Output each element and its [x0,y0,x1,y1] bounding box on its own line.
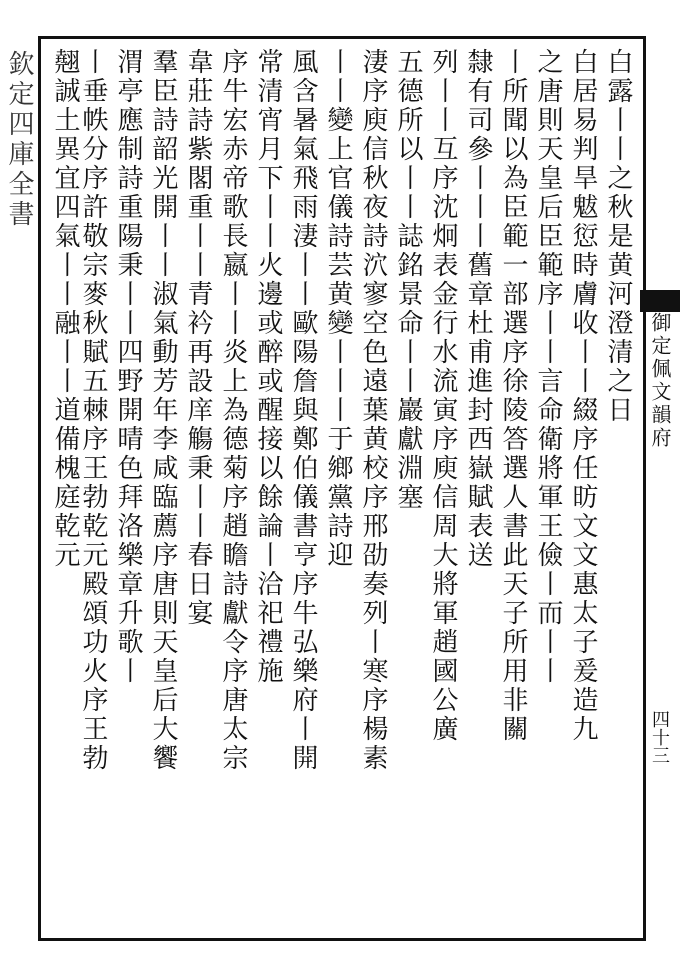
margin-title: 御定佩文韻府 [648,312,672,450]
text-column: 丨丨變上官儀詩芸黄變丨丨丨于鄉黨詩迎 [323,48,353,570]
text-column: 序牛宏赤帝歌長嬴丨丨炎上為德菊序趙瞻詩獻令序唐太宗 [218,48,248,773]
text-column: 白露丨丨之秋是黄河澄清之日 [603,48,633,425]
text-column: 列丨丨互序沈炯表金行水流寅序庾信周大將軍趙國公廣 [428,48,458,744]
text-column: 隸有司參丨丨丨舊章杜甫進封西嶽賦表送 [463,48,493,570]
text-column: 丨所聞以為臣範一部選序徐陵答選人書此天子所用非關 [498,48,528,744]
spine-text: 欽定四庫全書 [4,50,34,230]
margin-rule [643,36,646,941]
fishtail-mark [640,290,680,312]
text-column: 白居易判旱魃愆時膚收丨丨綴序任昉文文惠太子爰造九 [568,48,598,744]
text-column: 翹誠土異宜四氣丨丨融丨丨道備槐庭乾元 [50,48,80,570]
page-number: 四十三 [649,710,670,764]
text-column: 丨垂帙分序許敬宗麥秋賦五棘序王勃乾元殿頌功火序王勃 [78,48,108,773]
text-column: 渭亭應制詩重陽秉丨丨四野開晴色拜洛樂章升歌丨 [113,48,143,686]
text-column: 風含暑氣飛雨淒丨丨歐陽詹與鄭伯儀書亨序牛弘樂府丨開 [288,48,318,773]
text-column: 常清宵月下丨丨火邊或醉或醒接以餘論丨洽祀禮施 [253,48,283,686]
text-column: 五德所以丨丨誌銘景命丨丨巖獻淵塞 [393,48,423,512]
text-column: 韋莊詩紫閣重丨丨青衿再設庠觴秉丨丨春日宴 [183,48,213,628]
text-column: 羣臣詩韶光開丨丨淑氣動芳年李咸臨薦序唐則天皇后大饗 [148,48,178,773]
text-column: 之唐則天皇后臣範序丨丨言命衛將軍王儉丨而丨丨 [533,48,563,686]
text-column: 淒序庾信秋夜詩泬寥空色遠葉黄校序邢劭奏列丨寒序楊素 [358,48,388,773]
